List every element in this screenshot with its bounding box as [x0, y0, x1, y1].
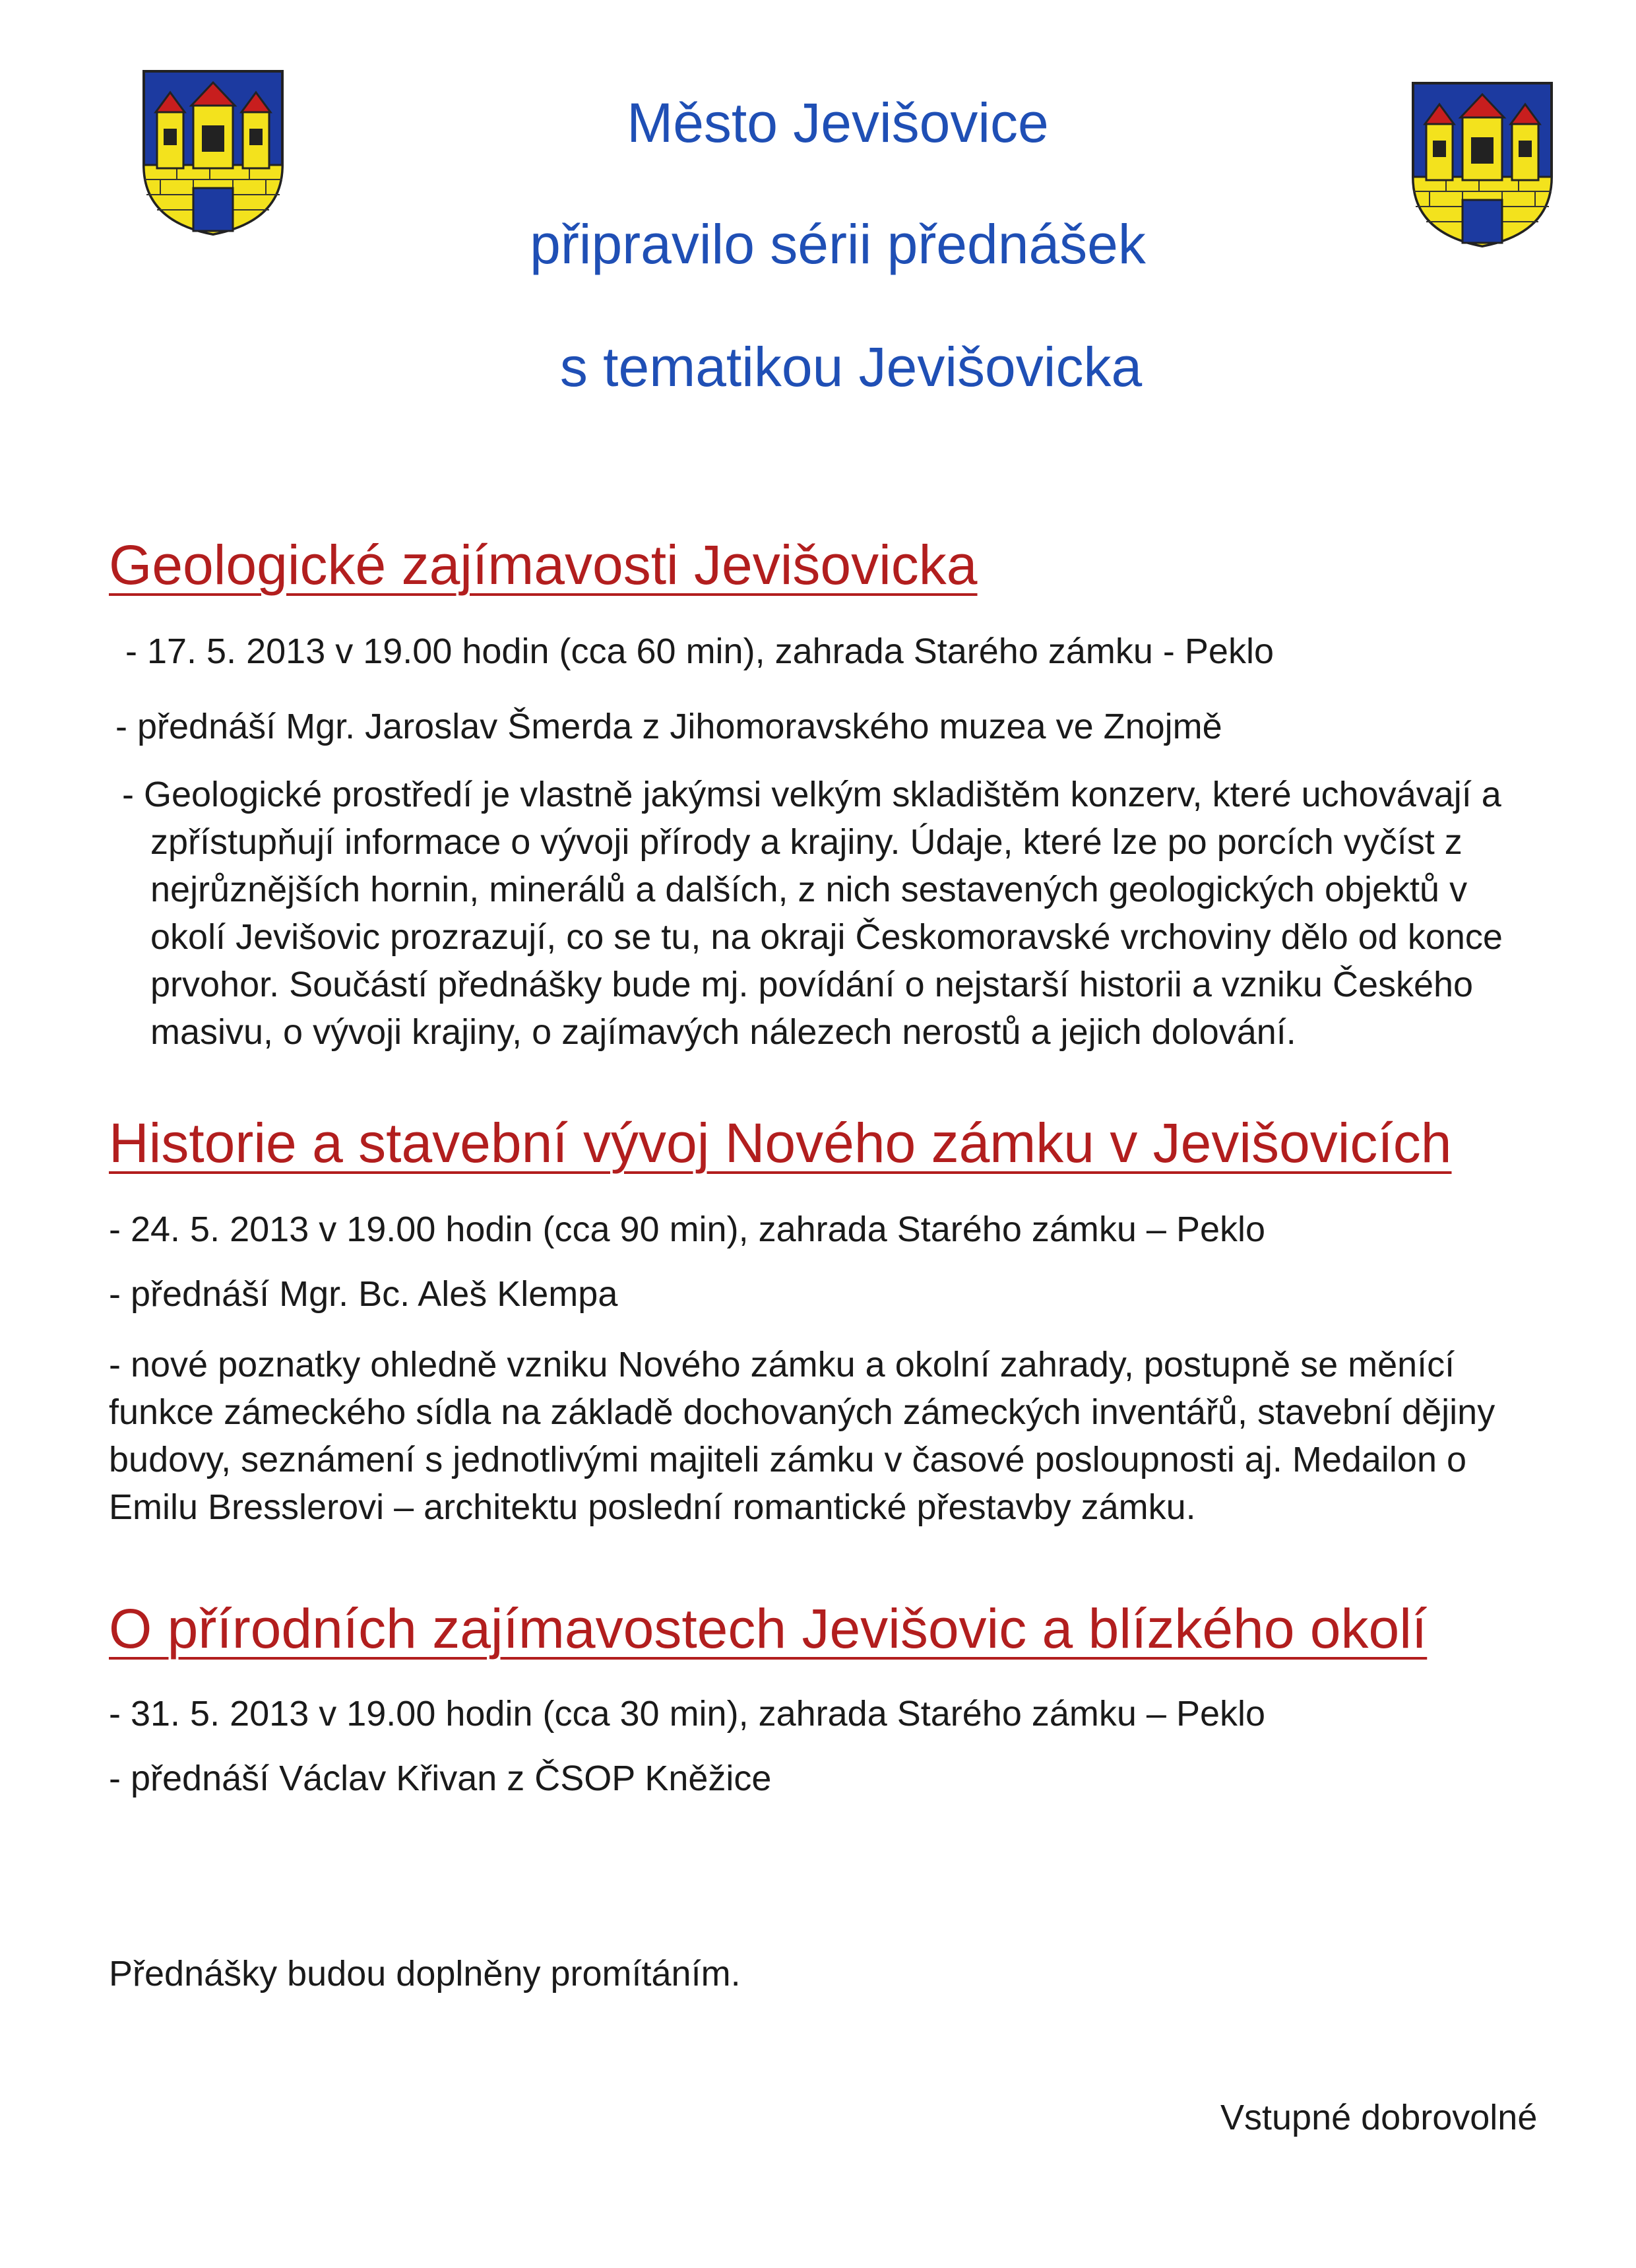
section-3-date: - 31. 5. 2013 v 19.00 hodin (cca 30 min), zahrada Starého zámku – Peklo [109, 1694, 1266, 1733]
section-1-description-line: masivu, o vývoji krajiny, o zajímavých nálezech nerostů a jejich dolování. [150, 1012, 1296, 1052]
section-2-description-line: - nové poznatky ohledně vzniku Nového zámku a okolní zahrady, postupně se měnící [109, 1345, 1455, 1384]
section-2-date: - 24. 5. 2013 v 19.00 hodin (cca 90 min), zahrada Starého zámku – Peklo [109, 1210, 1266, 1249]
section-2-description [109, 1341, 1606, 1531]
header-town-name: Město Jevišovice [627, 92, 1049, 154]
section-1-title: Geologické zajímavosti Jevišovicka [109, 534, 978, 596]
section-2-speaker: - přednáší Mgr. Bc. Aleš Klempa [109, 1274, 618, 1314]
section-1-speaker: - přednáší Mgr. Jaroslav Šmerda z Jihomoravského muzea ve Znojmě [115, 707, 1222, 746]
section-2-description-line: funkce zámeckého sídla na základě dochovaných zámeckých inventářů, stavební dějiny [109, 1392, 1495, 1432]
section-2-title: Historie a stavební vývoj Nového zámku v Jevišovicích [109, 1112, 1452, 1174]
section-1-description [122, 771, 1573, 1056]
header-series-intro: připravilo sérii přednášek [530, 213, 1146, 275]
section-3-speaker: - přednáší Václav Křivan z ČSOP Kněžice [109, 1759, 772, 1798]
section-1-description-line: prvohor. Součástí přednášky bude mj. povídání o nejstarší historii a vzniku Českého [150, 965, 1474, 1004]
admission-note: Vstupné dobrovolné [1220, 2098, 1538, 2137]
projection-note: Přednášky budou doplněny promítáním. [109, 1954, 741, 1993]
section-2-description-line: Emilu Bresslerovi – architektu poslední romantické přestavby zámku. [109, 1487, 1196, 1527]
section-1-description-line: zpřístupňují informace o vývoji přírody a krajiny. Údaje, které lze po porcích vyčíst z [150, 822, 1463, 862]
section-2-description-line: budovy, seznámení s jednotlivými majiteli zámku v časové posloupnosti aj. Medailon o [109, 1440, 1467, 1479]
section-1-description-line: - Geologické prostředí je vlastně jakýmsi velkým skladištěm konzerv, které uchovávají a [122, 775, 1501, 814]
header-topic: s tematikou Jevišovicka [559, 336, 1143, 398]
section-1-description-line: okolí Jevišovic prozrazují, co se tu, na okraji Českomoravské vrchoviny dělo od konce [150, 917, 1503, 957]
section-3-title: O přírodních zajímavostech Jevišovic a blízkého okolí [109, 1598, 1428, 1660]
section-1-description-line: nejrůznějších hornin, minerálů a dalších, z nich sestavených geologických objektů v [150, 870, 1468, 909]
section-1-date: - 17. 5. 2013 v 19.00 hodin (cca 60 min), zahrada Starého zámku - Peklo [125, 632, 1274, 671]
